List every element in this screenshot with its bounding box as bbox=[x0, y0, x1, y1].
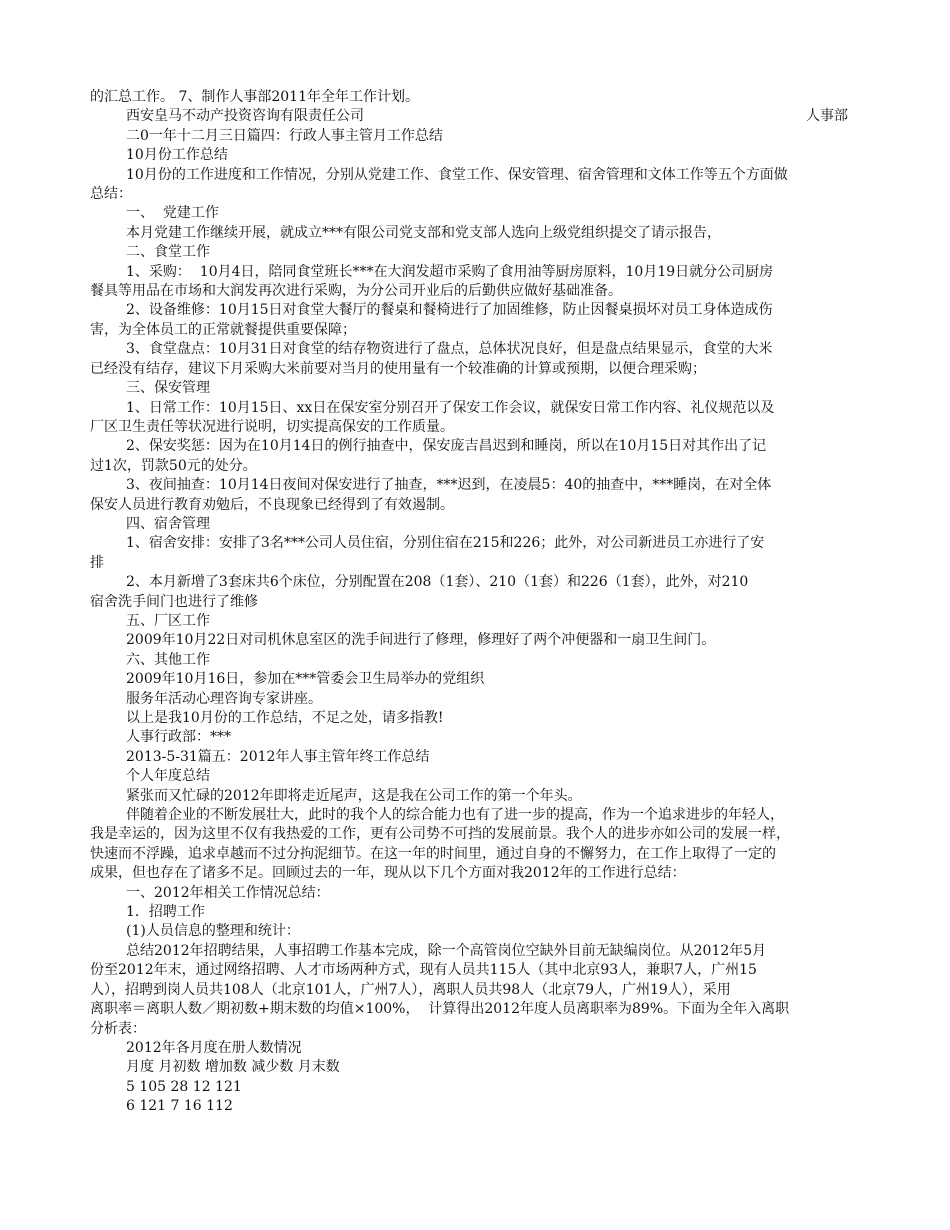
text-line: 分析表： bbox=[90, 1020, 146, 1037]
text-line: 快速而不浮躁，追求卓越而不过分拘泥细节。在这一年的时间里，通过自身的不懈努力，在工作上取得了一定的 bbox=[90, 845, 776, 862]
text-line: 2012年各月度在册人数情况 bbox=[126, 1039, 302, 1056]
document-body bbox=[90, 88, 860, 1117]
text-line: 害，为全体员工的正常就餐提供重要保障； bbox=[90, 321, 356, 338]
text-line: 10月份工作总结 bbox=[126, 147, 228, 164]
text-line: 厂区卫生责任等状况进行说明，切实提高保安的工作质量。 bbox=[90, 418, 454, 435]
text-line: 离职率＝离职人数／期初数+期末数的均值×100%， 计算得出2012年度人员离职率为89%。下面为全年入离职 bbox=[90, 1001, 790, 1018]
text-line: 3、夜间抽查：10月14日夜间对保安进行了抽查，***迟到，在凌晨5：40的抽查中，***睡岗，在对全体 bbox=[126, 477, 772, 494]
text-line: 1、采购： 10月4日，陪同食堂班长***在大润发超市采购了食用油等厨房原料，10月19日就分公司厨房 bbox=[126, 263, 774, 280]
text-line: 二、食堂工作 bbox=[126, 244, 210, 261]
text-line: 份至2012年末，通过网络招聘、人才市场两种方式，现有人员共115人（其中北京93人，兼职7人，广州15 bbox=[90, 962, 757, 979]
text-line: 紧张而又忙碌的2012年即将走近尾声，这是我在公司工作的第一个年头。 bbox=[126, 787, 582, 804]
text-line: 六、其他工作 bbox=[126, 651, 210, 668]
text-line: 2、本月新增了3套床共6个床位，分别配置在208（1套）、210（1套）和226（1套），此外，对210 bbox=[126, 574, 749, 591]
company-name: 西安皇马不动产投资咨询有限责任公司 bbox=[126, 108, 364, 125]
text-line: 2013-5-31篇五：2012年人事主管年终工作总结 bbox=[126, 748, 430, 765]
text-line: 5 105 28 12 121 bbox=[126, 1078, 242, 1095]
text-line: 本月党建工作继续开展，就成立***有限公司党支部和党支部人选向上级党组织提交了请示报告， bbox=[126, 224, 721, 241]
text-line: 的汇总工作。 7、制作人事部2011年全年工作计划。 bbox=[90, 89, 419, 105]
paragraph-lines bbox=[90, 127, 860, 1117]
company-header-line bbox=[90, 107, 860, 126]
text-line: 3、食堂盘点：10月31日对食堂的结存物资进行了盘点，总体状况良好，但是盘点结果显示，食堂的大米 bbox=[126, 341, 773, 358]
text-line: 人事行政部：*** bbox=[126, 729, 231, 746]
text-line: 月度 月初数 增加数 减少数 月末数 bbox=[126, 1059, 340, 1076]
text-line: 排 bbox=[90, 554, 104, 571]
text-line: 伴随着企业的不断发展壮大，此时的我个人的综合能力也有了进一步的提高，作为一个追求进步的年轻人， bbox=[126, 807, 784, 824]
text-line: 1、宿舍安排：安排了3名***公司人员住宿，分别住宿在215和226；此外，对公司新进员工亦进行了安 bbox=[126, 535, 765, 552]
text-line: 1．招聘工作 bbox=[126, 904, 205, 921]
text-line: 人），招聘到岗人员共108人（北京101人，广州7人），离职人员共98人（北京79人，广州19人），采用 bbox=[90, 981, 731, 998]
text-line: 三、保安管理 bbox=[126, 380, 210, 397]
department-name: 人事部 bbox=[806, 108, 848, 125]
text-line: (1)人员信息的整理和统计： bbox=[126, 923, 300, 940]
text-line: 二0一年十二月三日篇四：行政人事主管月工作总结 bbox=[126, 127, 443, 144]
text-line: 一、2012年相关工作情况总结： bbox=[126, 884, 330, 901]
text-line: 餐具等用品在市场和大润发再次进行采购，为分公司开业后的后勤供应做好基础准备。 bbox=[90, 283, 622, 300]
text-line: 服务年活动心理咨询专家讲座。 bbox=[126, 690, 322, 707]
text-line: 6 121 7 16 112 bbox=[126, 1098, 233, 1115]
text-line: 以上是我10月份的工作总结，不足之处，请多指教! bbox=[126, 710, 444, 726]
text-line: 我是幸运的，因为这里不仅有我热爱的工作，更有公司势不可挡的发展前景。我个人的进步亦如公司的发展一样， bbox=[90, 826, 790, 843]
text-line: 宿舍洗手间门也进行了维修 bbox=[90, 593, 258, 610]
text-line: 总结： bbox=[90, 186, 132, 203]
text-line: 五、厂区工作 bbox=[126, 612, 210, 629]
text-line: 过1次，罚款50元的处分。 bbox=[90, 457, 257, 474]
text-line: 已经没有结存，建议下月采购大米前要对当月的使用量有一个较准确的计算或预期，以便合理采购； bbox=[90, 360, 706, 377]
text-line: 1、日常工作：10月15日、xx日在保安室分别召开了保安工作会议，就保安日常工作内容、礼仪规范以及 bbox=[126, 399, 775, 416]
text-line: 2、保安奖惩：因为在10月14日的例行抽查中，保安庞吉昌迟到和睡岗，所以在10月15日对其作出了记 bbox=[126, 438, 767, 455]
text-line: 2、设备维修：10月15日对食堂大餐厅的餐桌和餐椅进行了加固维修，防止因餐桌损坏对员工身体造成伤 bbox=[126, 302, 773, 319]
text-line: 总结2012年招聘结果，人事招聘工作基本完成，除一个高管岗位空缺外目前无缺编岗位。从2012年5月 bbox=[126, 942, 767, 959]
text-line: 2009年10月22日对司机休息室区的洗手间进行了修理，修理好了两个冲便器和一扇卫生间门。 bbox=[126, 632, 716, 649]
text-line: 保安人员进行教育劝勉后，不良现象已经得到了有效遏制。 bbox=[90, 496, 454, 513]
text-line: 个人年度总结 bbox=[126, 768, 210, 785]
text-line: 2009年10月16日，参加在***管委会卫生局举办的党组织 bbox=[126, 671, 485, 688]
text-line: 四、宿舍管理 bbox=[126, 515, 210, 532]
text-line: 10月份的工作进度和工作情况，分别从党建工作、食堂工作、保安管理、宿舍管理和文体工作等五个方面做 bbox=[126, 166, 788, 183]
text-line: 成果，但也存在了诸多不足。回顾过去的一年，现从以下几个方面对我2012年的工作进行总结： bbox=[90, 865, 686, 882]
text-line: 一、 党建工作 bbox=[126, 205, 219, 222]
